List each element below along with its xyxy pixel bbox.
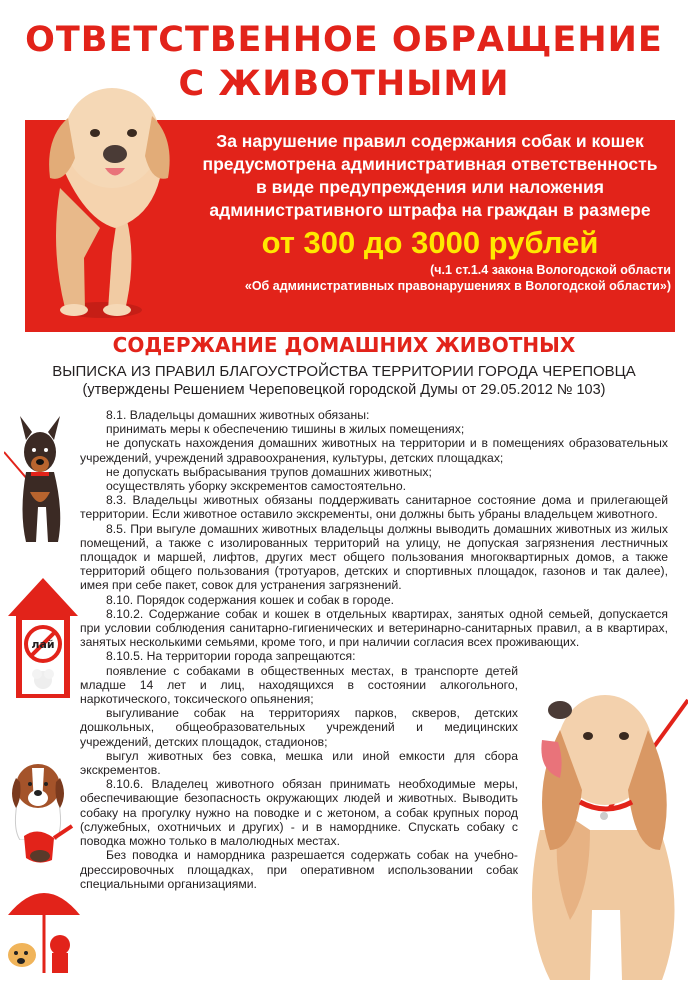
rule-paragraph: 8.10.6. Владелец животного обязан принимать необходимые меры, обеспечивающие безопасность окружающих людей и животных. Выводить собаку на прогулку нужно на поводке и с жетоном, а собак крупных пород (служебных, охотничьих и других) - и в наморднике. Спускать собаку с поводка можно только в малолюдных местах. bbox=[80, 777, 518, 849]
rule-paragraph: 8.5. При выгуле домашних животных владельцы должны выводить домашних животных из жилых помещений, а также с изолированных территорий на улицу, не допуская загрязнения лестничных площадок и маршей, лифтов, других мест общего пользования многоквартирных домов, а также территорий общего пользования (тротуаров, детских и спортивных площадок, газонов и так далее), имея при себе пакет, совок для устранения загрязнений. bbox=[80, 521, 668, 593]
rule-paragraph: 8.3. Владельцы животных обязаны поддерживать санитарное состояние дома и прилегающей территории. Если животное оставило экскременты, они должны быть убраны владельцем животного. bbox=[80, 493, 668, 522]
no-barking-house-sign bbox=[8, 578, 78, 698]
spaniel-dog-illustration bbox=[520, 680, 688, 986]
sign-label: лай bbox=[31, 638, 55, 651]
fine-banner-text bbox=[185, 130, 675, 294]
banner-line-4: административного штрафа на граждан в размере bbox=[209, 200, 651, 220]
fine-amount: от 300 до 3000 рублей bbox=[261, 225, 599, 260]
banner-line-3: в виде предупреждения или наложения bbox=[256, 177, 604, 197]
poster-title-line2: С ЖИВОТНЫМИ bbox=[178, 64, 510, 104]
banner-line-1: За нарушение правил содержания собак и кошек bbox=[216, 131, 644, 151]
section-title: СОДЕРЖАНИЕ ДОМАШНИХ ЖИВОТНЫХ bbox=[112, 333, 576, 357]
rule-paragraph: не допускать нахождения домашних животных на территории и в помещениях образовательных учреждений, учреждений здравоохранения, культуры, детских площадках; bbox=[80, 436, 668, 465]
rule-paragraph: 8.1. Владельцы домашних животных обязаны: bbox=[106, 408, 370, 422]
banner-line-2: предусмотрена административная ответственность bbox=[202, 154, 658, 174]
rule-paragraph: 8.10. Порядок содержания кошек и собак в городе. bbox=[106, 592, 395, 607]
rule-paragraph: не допускать выбрасывания трупов домашних животных; bbox=[106, 464, 432, 479]
rule-paragraph: появление с собаками в общественных местах, в транспорте детей младше 14 лет и лиц, находящихся в состоянии алкогольного, наркотического, токсического опьянения; bbox=[80, 663, 518, 707]
rule-paragraph: 8.10.2. Содержание собак и кошек в отдельных квартирах, занятых одной семьей, допускается при условии соблюдения санитарно-гигиенических и ветеринарно-санитарных правил, а в квартирах, занятых несколькими семьями, кроме того, и при наличии согласия всех проживающих. bbox=[80, 606, 668, 650]
rule-paragraph: принимать меры к обеспечению тишины в жилых помещениях; bbox=[106, 422, 465, 437]
extract-subtitle: (утверждены Решением Череповецкой городской Думы от 29.05.2012 № 103) bbox=[82, 382, 606, 398]
rule-paragraph: выгул животных без совка, мешка или иной емкости для сбора экскрементов. bbox=[80, 748, 518, 778]
rule-paragraph: 8.10.5. На территории города запрещаются: bbox=[106, 649, 356, 664]
doberman-dog-illustration bbox=[4, 412, 76, 547]
dog-waste-bag-illustration bbox=[18, 816, 78, 866]
poster-title-line1: ОТВЕТСТВЕННОЕ ОБРАЩЕНИЕ bbox=[25, 20, 663, 60]
rule-paragraph: выгуливание собак на территориях парков, скверов, детских дошкольных, общеобразовательных учреждений и медицинских учреждений, детских площадок, стадионов; bbox=[80, 706, 518, 749]
rule-paragraph: Без поводка и намордника разрешается содержать собак на учебно-дрессировочных площадках, при оперативном использовании собак специальными организациями. bbox=[80, 848, 518, 891]
law-reference-line1: (ч.1 ст.1.4 закона Вологодской области bbox=[430, 263, 671, 277]
dog-umbrella-illustration bbox=[4, 875, 80, 975]
law-reference-line2: «Об административных правонарушениях в Вологодской области») bbox=[244, 279, 671, 293]
retriever-dog-illustration bbox=[20, 78, 180, 326]
extract-title: ВЫПИСКА ИЗ ПРАВИЛ БЛАГОУСТРОЙСТВА ТЕРРИТОРИИ ГОРОДА ЧЕРЕПОВЦА bbox=[52, 363, 636, 380]
rule-paragraph: осуществлять уборку экскрементов самостоятельно. bbox=[106, 479, 407, 494]
